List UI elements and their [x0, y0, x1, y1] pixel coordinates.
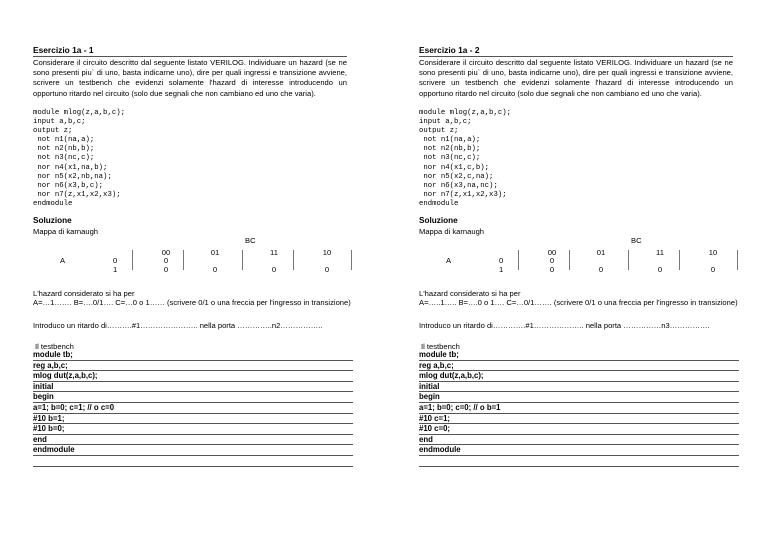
kmap-separator — [183, 250, 184, 270]
testbench-line: mlog dut(z,a,b,c); — [419, 371, 739, 382]
kmap-col-header-11: 11 — [270, 248, 278, 257]
kmap-col-header-00: 00 — [161, 248, 171, 257]
testbench-line: reg a,b,c; — [33, 361, 353, 372]
testbench-label: Il testbench — [35, 342, 74, 351]
hazard-inputs: A=…1……. B=….0/1…. C=…0 o 1…… (scrivere 0/1 o una freccia per l'ingresso in transizione) — [33, 298, 351, 307]
testbench-line: a=1; b=0; c=1; // o c=0 — [33, 403, 353, 414]
testbench-line: #10 b=0; — [33, 424, 353, 435]
kmap-bc-label: BC — [245, 236, 256, 245]
kmap-cell: 0 — [549, 256, 555, 265]
verilog-listing: module mlog(z,a,b,c); input a,b,c; output z; not n1(na,a); not n2(nb,b); not n3(nc,c); nor n4(x1,na,b); nor n5(x2,nb,na); nor n6(x3,b,c); nor n7(z,x1,x2,x3); endmodule — [33, 109, 125, 208]
testbench-line — [419, 456, 739, 467]
kmap-a-label: A — [60, 256, 66, 265]
kmap-row-label-0: 0 — [499, 256, 504, 265]
testbench-line: reg a,b,c; — [419, 361, 739, 372]
testbench-label: Il testbench — [421, 342, 460, 351]
testbench-line: end — [419, 435, 739, 446]
kmap-cell: 0 — [212, 265, 218, 274]
testbench-line: end — [33, 435, 353, 446]
kmap-row-label-1: 1 — [499, 265, 504, 274]
testbench-line: module tb; — [33, 350, 353, 361]
kmap-separator — [628, 250, 629, 270]
kmap-cell: 0 — [324, 265, 330, 274]
kmap-separator — [351, 250, 352, 270]
testbench-block — [33, 350, 353, 467]
kmap-cell: 0 — [657, 265, 663, 274]
testbench-line: initial — [419, 382, 739, 393]
exercise-title: Esercizio 1a - 2 — [419, 45, 480, 55]
exercise-description: Considerare il circuito descritto dal seguente listato VERILOG. Individuare un hazard (se ne sono presenti piu` di uno, basta indicarne uno), dire per quali ingressi e transizione avviene, scrivere un testbench che evidenzi solamente l'hazard di interesse introducendo un opportuno ritardo nel circuito (solo due segnali che non cambiano ed uno che varia). — [33, 58, 347, 98]
testbench-line: initial — [33, 382, 353, 393]
testbench-line: endmodule — [419, 445, 739, 456]
testbench-line: mlog dut(z,a,b,c); — [33, 371, 353, 382]
kmap-separator — [132, 250, 133, 270]
kmap-separator — [569, 250, 570, 270]
kmap-col-header-01: 01 — [596, 248, 606, 257]
kmap-col-header-00: 00 — [547, 248, 557, 257]
kmap-bc-label: BC — [631, 236, 642, 245]
testbench-block — [419, 350, 739, 467]
testbench-line: #10 b=1; — [33, 414, 353, 425]
title-divider — [419, 56, 733, 57]
hazard-intro: L'hazard considerato si ha per — [33, 289, 135, 298]
kmap-separator — [737, 250, 738, 270]
kmap-col-header-10: 10 — [708, 248, 718, 257]
exercise-description: Considerare il circuito descritto dal seguente listato VERILOG. Individuare un hazard (se ne sono presenti piu` di uno, basta indicarne uno), dire per quali ingressi e transizione avviene, scrivere un testbench che evidenzi solamente l'hazard di interesse introducendo un opportuno ritardo nel circuito (solo due segnali che non cambiano ed uno che varia). — [419, 58, 733, 98]
testbench-line — [33, 456, 353, 467]
kmap-row-label-0: 0 — [113, 256, 118, 265]
testbench-line: a=1; b=0; c=0; // o b=1 — [419, 403, 739, 414]
hazard-inputs: A=…..1….. B=….0 o 1…. C=…0/1……. (scrivere 0/1 o una freccia per l'ingresso in transizione) — [419, 298, 738, 307]
testbench-line: begin — [33, 392, 353, 403]
kmap-separator — [679, 250, 680, 270]
kmap-cell: 0 — [598, 265, 604, 274]
title-divider — [33, 56, 347, 57]
exercise-1 — [33, 0, 361, 543]
kmap-cell: 0 — [163, 256, 169, 265]
verilog-listing: module mlog(z,a,b,c); input a,b,c; output z; not n1(na,a); not n2(nb,b); not n3(nc,c); nor n4(x1,c,b); nor n5(x2,c,na); nor n6(x3,na,nc); nor n7(z,x1,x2,x3); endmodule — [419, 109, 511, 208]
delay-line: Introduco un ritardo di………….#1……………….. nella porta ……………n3……………. — [419, 321, 710, 330]
kmap-a-label: A — [446, 256, 452, 265]
kmap-label: Mappa di karnaugh — [33, 227, 99, 236]
testbench-line: #10 c=0; — [419, 424, 739, 435]
kmap-col-header-10: 10 — [322, 248, 332, 257]
kmap-col-header-01: 01 — [210, 248, 220, 257]
testbench-line: begin — [419, 392, 739, 403]
testbench-line: #10 c=1; — [419, 414, 739, 425]
kmap-cell: 0 — [163, 265, 169, 274]
kmap-cell: 0 — [710, 265, 716, 274]
exercise-2 — [419, 0, 747, 543]
solution-heading: Soluzione — [419, 216, 458, 225]
kmap-separator — [518, 250, 519, 270]
kmap-col-header-11: 11 — [656, 248, 664, 257]
kmap-row-label-1: 1 — [113, 265, 118, 274]
delay-line: Introduco un ritardo di……….#1………………….. nella porta …………..n2…………….. — [33, 321, 323, 330]
exercise-title: Esercizio 1a - 1 — [33, 45, 94, 55]
kmap-label: Mappa di karnaugh — [419, 227, 485, 236]
hazard-intro: L'hazard considerato si ha per — [419, 289, 521, 298]
testbench-line: module tb; — [419, 350, 739, 361]
kmap-separator — [293, 250, 294, 270]
testbench-line: endmodule — [33, 445, 353, 456]
solution-heading: Soluzione — [33, 216, 72, 225]
kmap-cell: 0 — [271, 265, 277, 274]
kmap-cell: 0 — [549, 265, 555, 274]
kmap-separator — [242, 250, 243, 270]
